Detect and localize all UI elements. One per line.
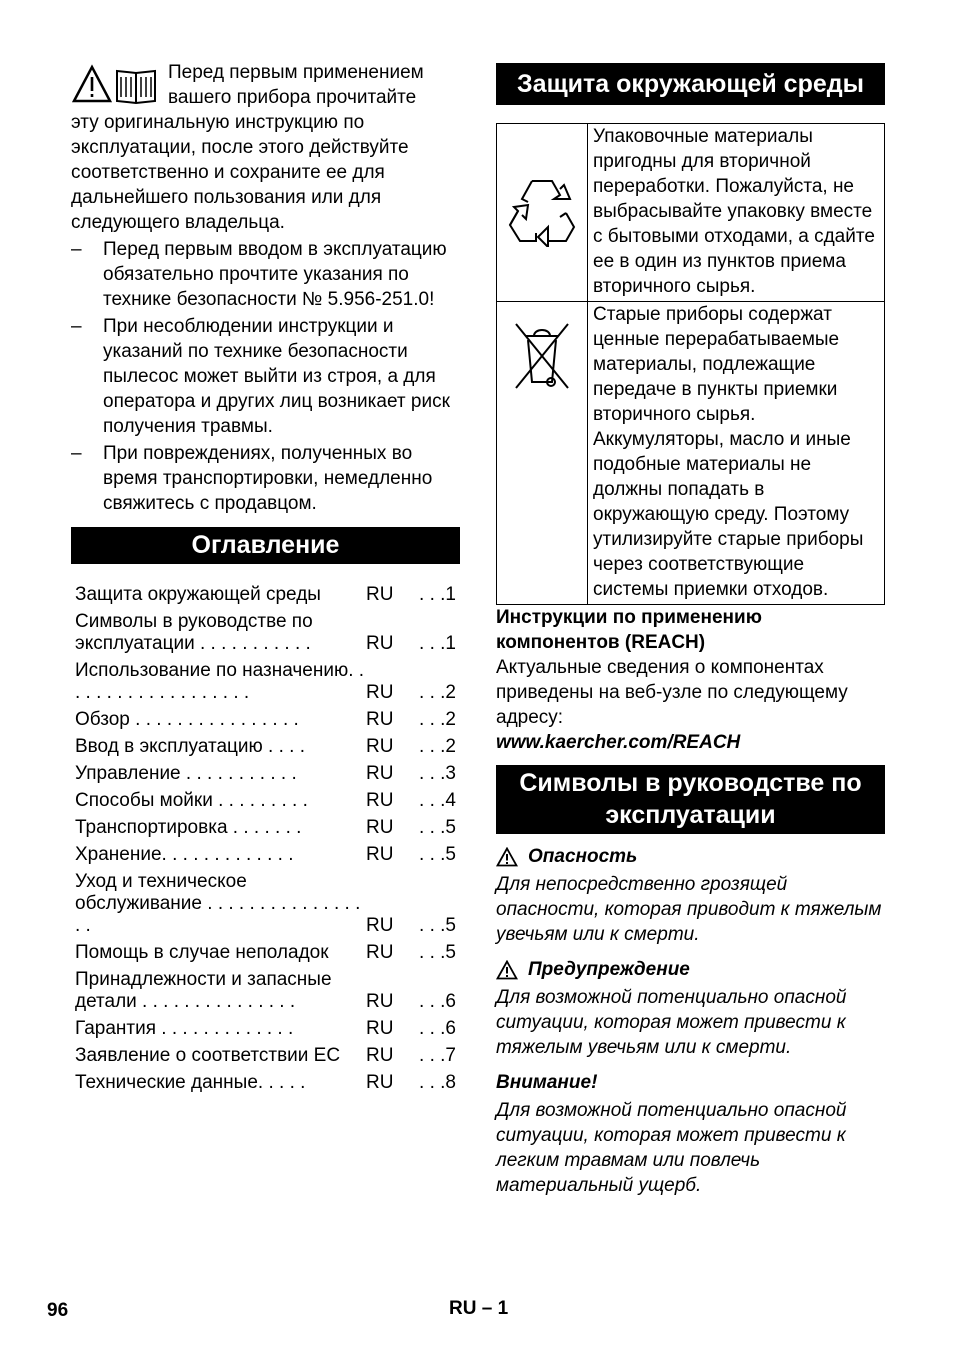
- reach-link[interactable]: www.kaercher.com/REACH: [496, 732, 741, 753]
- danger-icon: [496, 847, 518, 867]
- crossed-bin-icon: [512, 320, 572, 392]
- old-devices-cell: [588, 302, 885, 605]
- symbols-heading: Символы в руководстве по эксплуатации: [496, 765, 885, 834]
- warning-heading: [496, 957, 885, 982]
- caution-text: Для возможной потенциально опасной ситуации, которая может привести к легким травмам или повлечь материальный ущерб.: [496, 1100, 847, 1196]
- list-item: – При несоблюдении инструкции и указаний по технике безопасности пылесос может выйти из строя, а для оператора и других лиц возникает риск получения травмы.: [71, 314, 460, 439]
- warning-text: Для возможной потенциально опасной ситуации, которая может привести к тяжелым увечьям или к смерти.: [496, 987, 847, 1058]
- safety-list: [71, 237, 460, 516]
- table-row: [497, 124, 885, 302]
- packaging-text: Упаковочные материалы пригодны для вторичной переработки. Пожалуйста, не выбрасывайте упаковку вместе с бытовыми отходами, а сдайте ее в один из пунктов приема вторичного сырья.: [588, 124, 885, 302]
- recycle-icon: [504, 171, 580, 247]
- table-of-contents: [71, 584, 460, 1094]
- toc-entry[interactable]: Уход и техническое обслуживание . . . . . . . . . . . . . . . . . RU . . .5: [75, 871, 456, 936]
- toc-entry[interactable]: Помощь в случае неполадок RU . . .5: [75, 942, 456, 963]
- left-column: [71, 60, 460, 1099]
- warning-manual-icon: [71, 64, 161, 104]
- reach-heading: Инструкции по применению компонентов (REACH): [496, 607, 762, 653]
- warning-label: Предупреждение: [528, 959, 690, 980]
- reach-text: Актуальные сведения о компонентах приведены на веб-узле по следующему адресу:: [496, 657, 848, 728]
- right-column: [496, 60, 885, 1198]
- toc-entry[interactable]: Способы мойки . . . . . . . . . RU . . .4: [75, 790, 456, 811]
- toc-entry[interactable]: Использование по назначению. . . . . . . . . . . . . . . . . . . RU . . .2: [75, 660, 456, 703]
- intro-head-line2: вашего прибора прочитайте: [168, 87, 417, 108]
- toc-entry[interactable]: Транспортировка . . . . . . . RU . . .5: [75, 817, 456, 838]
- table-row: [497, 302, 885, 605]
- section-page: RU – 1: [449, 1298, 509, 1319]
- env-table: [496, 123, 885, 605]
- toc-entry[interactable]: Гарантия . . . . . . . . . . . . . RU . . .6: [75, 1018, 456, 1039]
- toc-entry[interactable]: Ввод в эксплуатацию . . . . RU . . .2: [75, 736, 456, 757]
- danger-text: Для непосредственно грозящей опасности, которая приводит к тяжелым увечьям или к смерти.: [496, 874, 882, 945]
- toc-heading: Оглавление: [71, 527, 460, 564]
- list-item: – При повреждениях, полученных во время транспортировки, немедленно свяжитесь с продавцом.: [71, 441, 460, 516]
- toc-entry[interactable]: Обзор . . . . . . . . . . . . . . . . RU . . .2: [75, 709, 456, 730]
- danger-label: Опасность: [528, 846, 638, 867]
- toc-entry[interactable]: Технические данные. . . . . RU . . .8: [75, 1072, 456, 1093]
- batteries-text: Аккумуляторы, масло и иные подобные материалы не должны попадать в окружающую среду. Поэтому утилизируйте старые приборы через соответствующие системы приемки отходов.: [593, 429, 864, 600]
- toc-entry[interactable]: Заявление о соответствии ЕС RU . . .7: [75, 1045, 456, 1066]
- recycle-icon-cell: [497, 124, 588, 302]
- intro-heading: [71, 60, 460, 110]
- danger-heading: [496, 844, 885, 869]
- intro-body: эту оригинальную инструкцию по эксплуатации, после этого действуйте соответственно и сохраните ее для дальнейшего пользования или для следующего владельца.: [71, 112, 409, 233]
- caution-heading: [496, 1070, 885, 1095]
- list-item: – Перед первым вводом в эксплуатацию обязательно прочтите указания по технике безопасности № 5.956-251.0!: [71, 237, 460, 312]
- toc-entry[interactable]: Управление . . . . . . . . . . . RU . . .3: [75, 763, 456, 784]
- toc-entry[interactable]: Хранение. . . . . . . . . . . . . RU . . .5: [75, 844, 456, 865]
- old-devices-text: Старые приборы содержат ценные перерабатываемые материалы, подлежащие передаче в пункты приемки вторичного сырья.: [593, 304, 840, 425]
- intro-head-line1: Перед первым применением: [168, 62, 424, 83]
- caution-label: Внимание!: [496, 1072, 598, 1093]
- weee-icon-cell: [497, 302, 588, 605]
- toc-entry[interactable]: Символы в руководстве по эксплуатации . . . . . . . . . . . RU . . .1: [75, 611, 456, 654]
- env-heading: Защита окружающей среды: [496, 63, 885, 105]
- page-number: 96: [47, 1300, 69, 1321]
- toc-entry[interactable]: Принадлежности и запасные детали . . . . . . . . . . . . . . . RU . . .6: [75, 969, 456, 1012]
- warning-icon: [496, 960, 518, 980]
- toc-entry[interactable]: Защита окружающей среды RU . . .1: [75, 584, 456, 605]
